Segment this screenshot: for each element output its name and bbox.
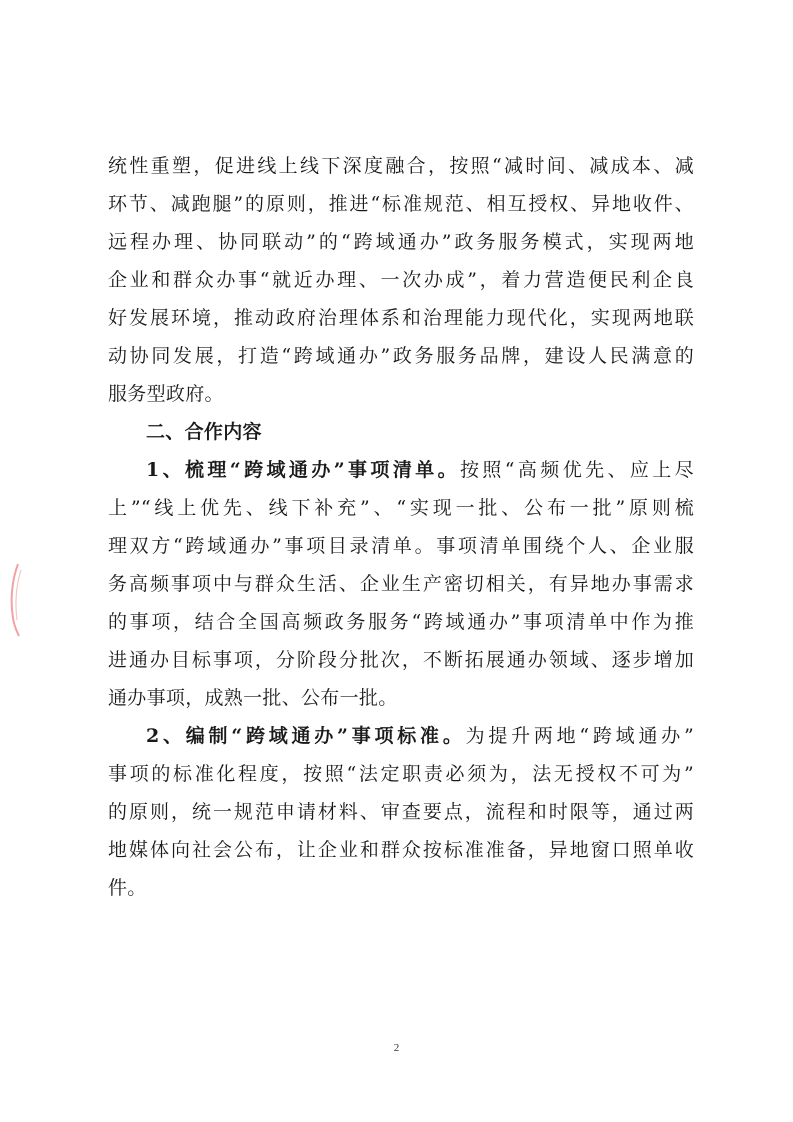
page-number: 2 xyxy=(393,1042,400,1054)
body-line: 统性重塑，促进线上线下深度融合，按照“减时间、减成本、减 xyxy=(108,155,694,177)
item-1-first-line xyxy=(108,452,694,489)
item-1-first-line-rest: 按照“高频优先、应上尽 xyxy=(460,459,694,481)
body-line: 的原则，统一规范申请材料、审查要点，流程和时限等，通过两 xyxy=(108,801,694,823)
body-line: 理双方“跨域通办”事项目录清单。事项清单围绕个人、企业服 xyxy=(108,535,694,557)
item-2-first-line-rest: 为提升两地“跨域通办” xyxy=(465,725,694,747)
body-line: 环节、减跑腿”的原则，推进“标准规范、相互授权、异地收件、 xyxy=(108,193,694,215)
body-line: 企业和群众办事“就近办理、一次办成”，着力营造便民利企良 xyxy=(108,269,694,291)
section-heading: 二、合作内容 xyxy=(146,421,262,443)
body-line: 好发展环境，推动政府治理体系和治理能力现代化，实现两地联 xyxy=(108,307,694,329)
body-line: 服务型政府。 xyxy=(108,383,224,405)
body-line: 务高频事项中与群众生活、企业生产密切相关，有异地办事需求 xyxy=(108,573,694,595)
body-line: 动协同发展，打造“跨域通办”政务服务品牌，建设人民满意的 xyxy=(108,345,694,367)
item-1-lead: 1、梳理“跨域通办”事项清单。 xyxy=(146,459,461,481)
item-2-lead: 2、编制“跨域通办”事项标准。 xyxy=(146,725,466,747)
body-line: 进通办目标事项，分阶段分批次，不断拓展通办领域、逐步增加 xyxy=(108,649,694,671)
seal-edge-mark xyxy=(4,560,26,640)
body-line: 远程办理、协同联动”的“跨域通办”政务服务模式，实现两地 xyxy=(108,231,694,253)
body-line: 地媒体向社会公布，让企业和群众按标准准备，异地窗口照单收 xyxy=(108,839,694,861)
document-body xyxy=(108,148,694,908)
body-line: 上”“线上优先、线下补充”、“实现一批、公布一批”原则梳 xyxy=(108,497,694,519)
body-line: 的事项，结合全国高频政务服务“跨域通办”事项清单中作为推 xyxy=(108,611,694,633)
body-line: 件。 xyxy=(108,877,147,899)
item-2-first-line xyxy=(108,718,694,755)
body-line: 通办事项，成熟一批、公布一批。 xyxy=(108,687,398,709)
body-line: 事项的标准化程度，按照“法定职责必须为，法无授权不可为” xyxy=(108,763,694,785)
